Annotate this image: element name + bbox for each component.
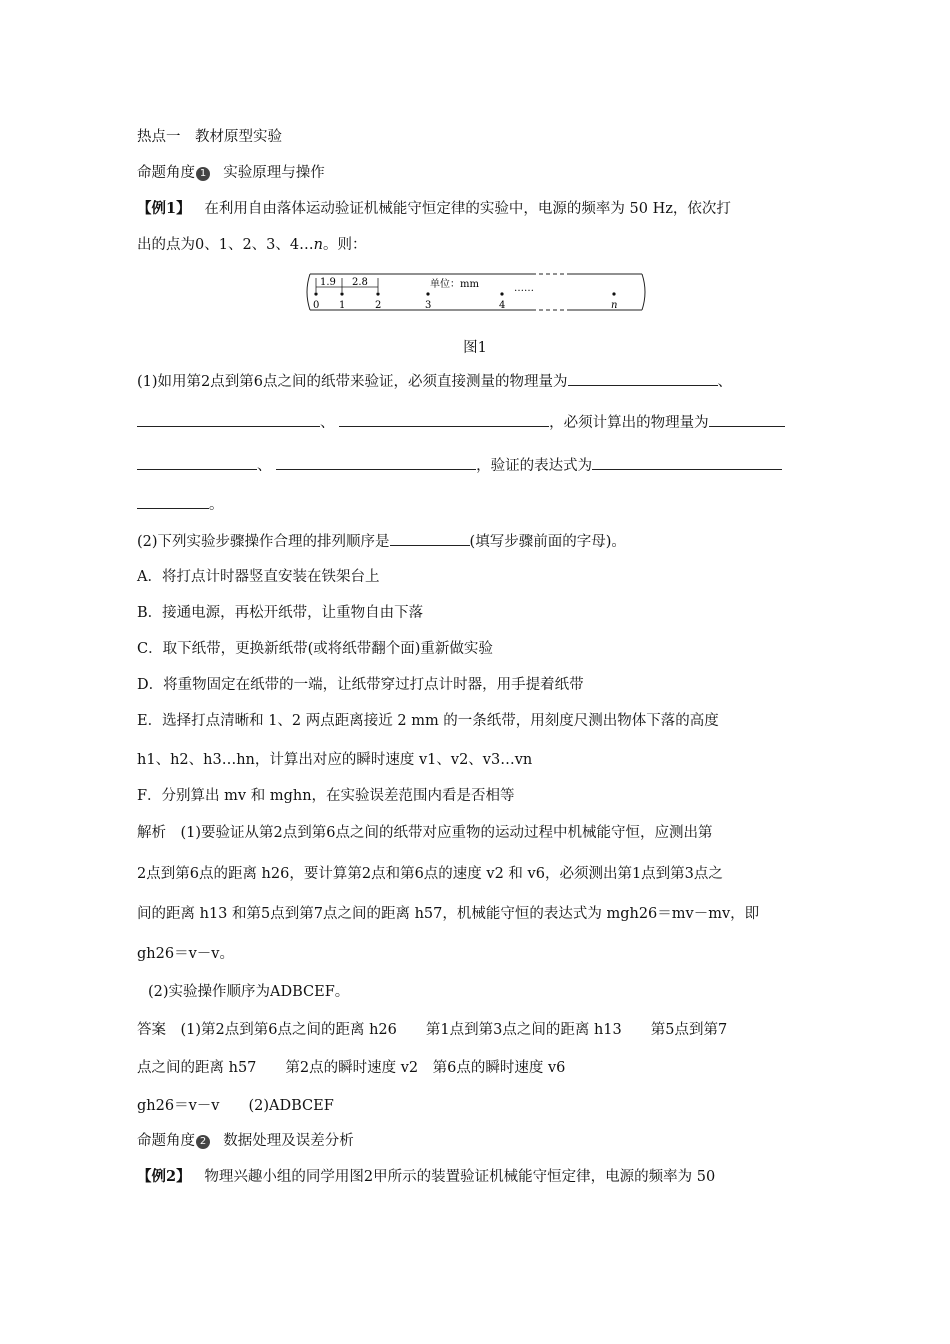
figure-caption: 图1 [463, 340, 487, 356]
question1-line2: 、 ，必须计算出的物理量为 [137, 412, 785, 433]
tape-dot-n [612, 292, 615, 295]
question1-line4: 。 [137, 494, 224, 515]
answer-line3: gh26＝v－v (2)ADBCEF [137, 1098, 334, 1114]
dist-12-label: 2.8 [352, 277, 368, 288]
angle-heading-1: 命题角度 1 实验原理与操作 [137, 165, 325, 181]
option-e-line2: h1、h2、h3…hn，计算出对应的瞬时速度 v1、v2、v3…vn [137, 752, 533, 768]
tape-label-4: 4 [499, 300, 506, 311]
answer-blank[interactable] [137, 455, 257, 470]
tape-dot-0 [314, 292, 317, 295]
option-a: A．将打点计时器竖直安装在铁架台上 [137, 569, 380, 585]
option-b: B．接通电源，再松开纸带，让重物自由下落 [137, 605, 424, 621]
tape-label-n: n [611, 300, 618, 311]
dist-01-label: 1.9 [320, 277, 336, 288]
circled-number-icon: 1 [196, 167, 210, 181]
example1-line1: 【例1】 在利用自由落体运动验证机械能守恒定律的实验中，电源的频率为 50 Hz，依次打 [137, 200, 731, 217]
answer-blank[interactable] [137, 494, 209, 509]
answer-line2: 点之间的距离 h57 第2点的瞬时速度 v2 第6点的瞬时速度 v6 [137, 1060, 566, 1076]
unit-label: 单位：mm [430, 279, 479, 290]
option-e-line1: E．选择打点清晰和 1、2 两点距离接近 2 mm 的一条纸带，用刻度尺测出物体下落的高度 [137, 713, 719, 729]
tape-label-2: 2 [375, 300, 382, 311]
ellipsis-label: …… [514, 283, 534, 294]
analysis-line5: (2)实验操作顺序为ADBCEF。 [148, 984, 350, 1000]
option-d: D．将重物固定在纸带的一端，让纸带穿过打点计时器，用手提着纸带 [137, 677, 584, 693]
answer-blank[interactable] [568, 371, 718, 386]
tape-label-0: 0 [313, 300, 320, 311]
answer-blank[interactable] [592, 455, 782, 470]
question1-line1: (1)如用第2点到第6点之间的纸带来验证，必须直接测量的物理量为 、 [137, 371, 732, 392]
tape-dot-2 [376, 292, 379, 295]
tape-dot-3 [426, 292, 429, 295]
answer-blank[interactable] [390, 531, 470, 546]
paper-tape-figure [302, 270, 647, 320]
analysis-line2: 2点到第6点的距离 h26，要计算第2点和第6点的速度 v2 和 v6，必须测出第1点到第3点之 [137, 866, 723, 882]
circled-number-icon: 2 [196, 1135, 210, 1149]
question2-line: (2)下列实验步骤操作合理的排列顺序是 (填写步骤前面的字母)。 [137, 531, 626, 552]
answer-line1: 答案 (1)第2点到第6点之间的距离 h26 第1点到第3点之间的距离 h13 第5点到第7 [137, 1022, 728, 1038]
tape-label-1: 1 [339, 300, 346, 311]
answer-blank[interactable] [137, 412, 320, 427]
answer-blank[interactable] [339, 412, 549, 427]
question1-line3: 、 ，验证的表达式为 [137, 455, 782, 476]
analysis-line4: gh26＝v－v。 [137, 946, 234, 962]
example2-line1: 【例2】 物理兴趣小组的同学用图2甲所示的装置验证机械能守恒定律，电源的频率为 50 [137, 1168, 716, 1185]
answer-blank[interactable] [276, 455, 476, 470]
tape-label-3: 3 [425, 300, 432, 311]
example1-line2: 出的点为0、1、2、3、4…n。则： [137, 237, 367, 253]
angle-heading-2: 命题角度 2 数据处理及误差分析 [137, 1133, 354, 1149]
tape-dot-4 [500, 292, 503, 295]
tape-dot-1 [340, 292, 343, 295]
analysis-line3: 间的距离 h13 和第5点到第7点之间的距离 h57，机械能守恒的表达式为 mgh26＝mv－mv，即 [137, 906, 760, 922]
answer-blank[interactable] [709, 412, 785, 427]
analysis-line1: 解析 (1)要验证从第2点到第6点之间的纸带对应重物的运动过程中机械能守恒，应测出第 [137, 825, 713, 841]
section-title: 热点一 教材原型实验 [137, 129, 282, 145]
option-f: F．分别算出 mv 和 mghn，在实验误差范围内看是否相等 [137, 788, 515, 804]
option-c: C．取下纸带，更换新纸带(或将纸带翻个面)重新做实验 [137, 641, 493, 657]
